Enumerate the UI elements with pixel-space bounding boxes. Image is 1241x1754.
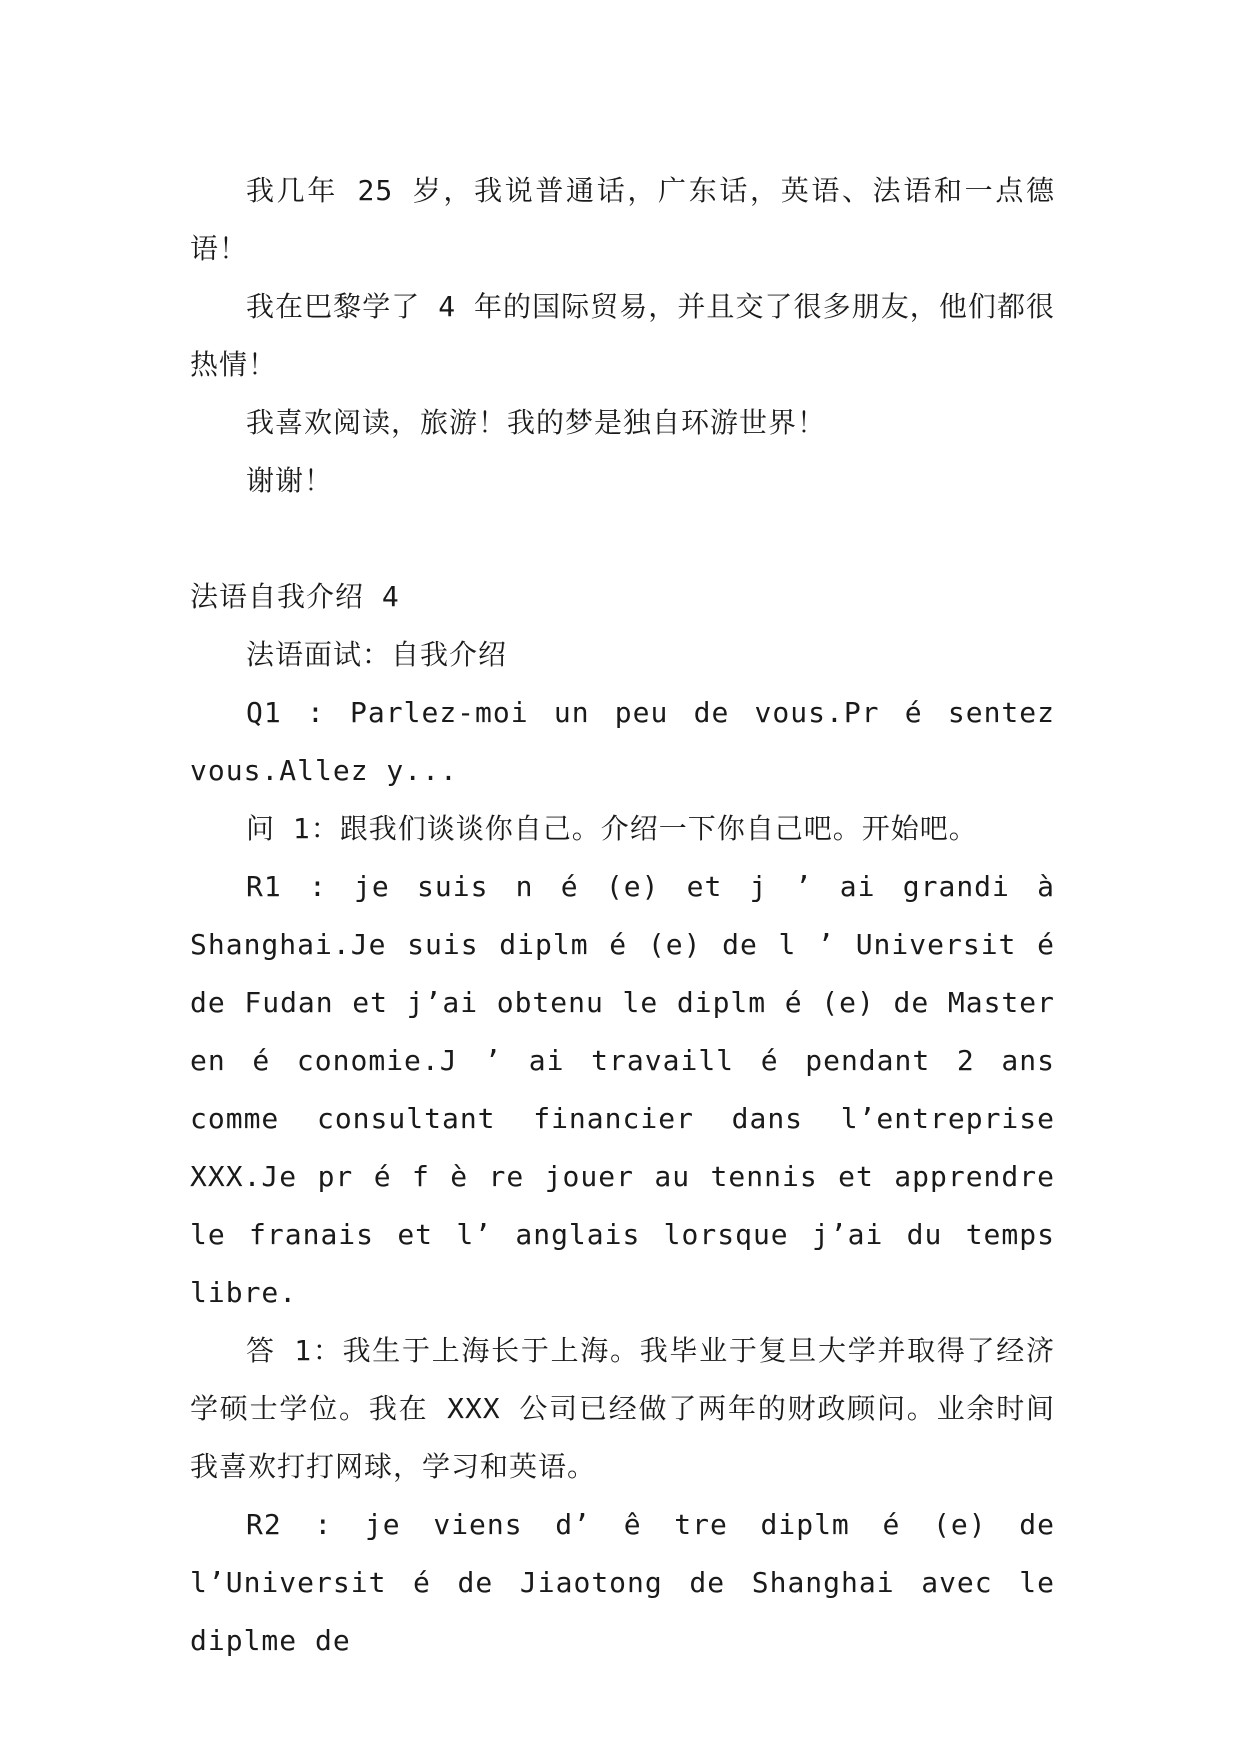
response-2-french: R2 : je viens d’ ê tre diplm é (e) de l’Universit é de Jiaotong de Shanghai avec le diplme de xyxy=(190,1508,1055,1657)
paragraph-languages: 我几年 25 岁，我说普通话，广东话，英语、法语和一点德语！ xyxy=(190,174,1055,265)
response-1-french: R1 : je suis n é (e) et j ’ ai grandi à Shanghai.Je suis diplm é (e) de l ’ Universit é de Fudan et j’ai obtenu le diplm é (e) de Master en é conomie.J ’ ai travaill é pendant 2 ans comme consultant financier dans l’entreprise XXX.Je pr é f è re jouer au tennis et apprendre le franais et l’ anglais lorsque j’ai du temps libre. xyxy=(190,870,1055,1309)
document-body xyxy=(190,162,1055,1670)
paragraph-thanks: 谢谢！ xyxy=(246,464,334,497)
paragraph-hobbies: 我喜欢阅读，旅游！我的梦是独自环游世界！ xyxy=(246,406,827,439)
subtitle: 法语面试：自我介绍 xyxy=(246,638,508,671)
paragraph-paris-study: 我在巴黎学了 4 年的国际贸易，并且交了很多朋友，他们都很热情！ xyxy=(190,290,1055,381)
question-1-french: Q1 : Parlez-moi un peu de vous.Pr é sentez vous.Allez y... xyxy=(190,696,1055,787)
question-1-chinese: 问 1：跟我们谈谈你自己。介绍一下你自己吧。开始吧。 xyxy=(246,812,978,845)
answer-1-chinese: 答 1：我生于上海长于上海。我毕业于复旦大学并取得了经济学硕士学位。我在 XXX 公司已经做了两年的财政顾问。业余时间我喜欢打打网球，学习和英语。 xyxy=(190,1334,1055,1483)
section-gap xyxy=(190,510,1055,568)
section-title: 法语自我介绍 4 xyxy=(190,580,400,613)
